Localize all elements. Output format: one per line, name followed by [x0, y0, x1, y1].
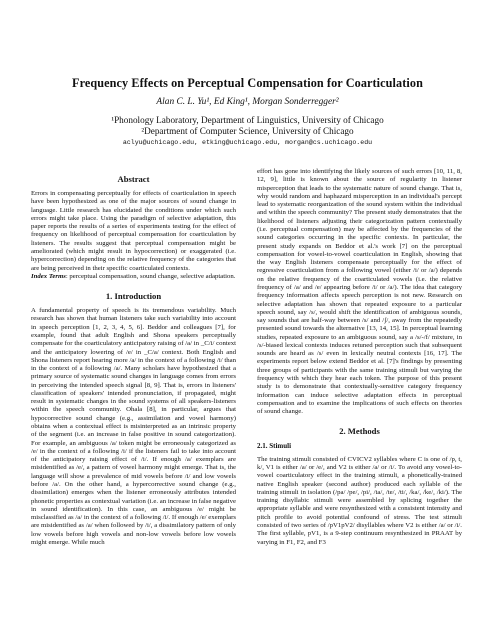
affiliation-linguistics: ¹Phonology Laboratory, Department of Linguistics, University of Chicago [111, 115, 384, 125]
introduction-heading: 1. Introduction [105, 291, 162, 302]
left-column [31, 168, 236, 638]
introduction-continued-text: effort has gone into identifying the likely sources of such errors [10, 11, 8, 12, 9], little is known about the source of regularity in listener misperception that leads to the systematic nature of sound change. That is, why would random and haphazard misperception in an individual's percept lead to systematic reorganization of the sound system within the individual and within the speech community? The present study demonstrates that the likelihood of listeners adjusting their categorization pattern contextually (i.e. perceptual compensation) may be affected by the frequencies of the sound categories occurring in the specific contexts. In particular, the present study expands on Beddor et al.'s work [7] on the perceptual compensation for vowel-to-vowel coarticulation in English, showing that the way English listeners compensate perceptually for the effect of regressive coarticulation from a following vowel (either /i/ or /a/) depends on the relative frequency of the coarticulated vowels (i.e. the relative frequency of /a/ and /e/ appearing before /i/ or /a/). The idea that category frequency information affects speech perception is not new. Research on selective adaptation has shown that repeated exposure to a particular speech sound, say /s/, would shift the identification of ambiguous sounds, say sounds that are half-way between /s/ and /ʃ/, away from the repeatedly presented sound towards the alternative [13, 14, 15]. In perceptual learning studies, repeated exposure to an ambiguous sound, say a /s/-/f/ mixture, in /s/-biased lexical contexts induces retuned perception such that subsequent sounds are heard as /s/ even in lexically neutral contexts [16, 17]. The experiments report below extend Beddor et al. [7]'s findings by presenting three groups of participants with the same training stimuli but varying the frequency with which they hear each token. The purpose of this present study is to demonstrate that contextually-sensitive category frequency information can induce selective adaptation effects in perceptual compensation and to examine the implications of such effects on theories of sound change. [257, 168, 462, 416]
abstract-text: Errors in compensating perceptually for effects of coarticulation in speech have been hypothesized as one of the major sources of sound change in language. Little research has elucidated the conditions under which such errors might take place. Using the paradigm of selective adaptation, this paper reports the results of a series of experiments testing for the effect of frequency on likelihood of perceptual compensation for coarticulation by listeners. The results suggest that perceptual compensation might be ameliorated (which might result in hypocorrection) or exaggerated (i.e. hypercorrection) depending on the relative frequency of the categories that are being perceived in their specific coarticulated contexts. [31, 190, 236, 272]
stimuli-text: The training stimuli consisted of CVICV2 syllables where C is one of /p, t, k/, V1 is either /a/ or /e/, and V2 is either /a/ or /i/. To avoid any vowel-to-vowel coarticulatory effect in the training stimuli, a phonetically-trained native English speaker (second author) produced each syllable of the training stimuli in isolation (/pa/ /pe/, /pi/, /ta/, /te/, /ti/, /ka/, /ke/, /ki/). The training disyllabic stimuli were assembled by splicing together the appropriate syllable and were resynthesized with a consistent intensity and pitch profile to avoid potential confound of stress. The test stimuli consisted of two series of /pV1pV2/ disyllables where V2 is either /a/ or /i/. The first syllable, pV1, is a 9-step continuum resynthesized in PRAAT by varying in F1, F2, and F3 [257, 455, 462, 546]
introduction-text: A fundamental property of speech is its tremendous variability. Much research has shown that human listeners take such variability into account in speech perception [1, 2, 3, 4, 5, 6]. Beddor and colleagues [7], for example, found that adult English and Shona speakers perceptually compensate for the coarticulatory anticipatory raising of /a/ in _C/i/ context and the anticipatory lowering of /e/ in _C/a/ context. Both English and Shona listeners report hearing more /a/ in the context of a following /i/ than in the context of a following /a/. Many scholars have hypothesized that a primary source of systematic sound changes in language comes from errors in perceiving the intended speech signal [8, 9]. That is, errors in listeners' classification of speakers' intended pronunciation, if propagated, might result in systematic changes in the sound systems of all speakers-listeners within the speech community. Ohala [8], in particular, argues that hypocorrective sound change (e.g., assimilation and vowel harmony) obtains when a contextual effect is misinterpreted as an intrinsic property of the segment (i.e. an increase in false positive in sound categorization). For example, an ambiguous /a/ token might be erroneously categorized as /e/ in the context of a following /i/ if the listeners fail to take into account of the anticipatory raising effect of /i/. If enough /a/ exemplars are misidentified as /e/, a pattern of vowel harmony might emerge. That is, the language will show a prevalence of mid vowels before /i/ and low vowels before /a/. On the other hand, a hypercorrective sound change (e.g., dissimilation) emerges when the listener erroneously attributes intended phonetic properties as contextual variation (i.e. an increase in false negative in sound identification). In this case, an ambiguous /e/ might be misclassified as /a/ in the context of a following /i/. If enough /e/ exemplars are misidentified as /a/ when followed by /i/, a dissimilatory pattern of only low vowels before high vowels and non-low vowels before low vowels might emerge. While much [31, 307, 236, 546]
index-terms [31, 273, 236, 281]
author-emails: aclyu@uchicago.edu, etking@uchicago.edu, morgan@cs.uchicago.edu [122, 139, 373, 146]
right-column [257, 168, 462, 638]
abstract-heading: Abstract [117, 174, 150, 184]
stimuli-heading: 2.1. Stimuli [257, 442, 292, 451]
index-terms-text: : perceptual compensation, sound change, selective adaptation. [65, 272, 236, 280]
index-terms-label: Index Terms [31, 272, 66, 280]
methods-heading: 2. Methods [339, 426, 380, 437]
paper-title: Frequency Effects on Perceptual Compensation for Coarticulation [72, 76, 423, 90]
author-list: Alan C. L. Yu¹, Ed King¹, Morgan Sonderregger² [156, 97, 339, 107]
affiliation-computer-science: ²Department of Computer Science, University of Chicago [141, 126, 354, 136]
